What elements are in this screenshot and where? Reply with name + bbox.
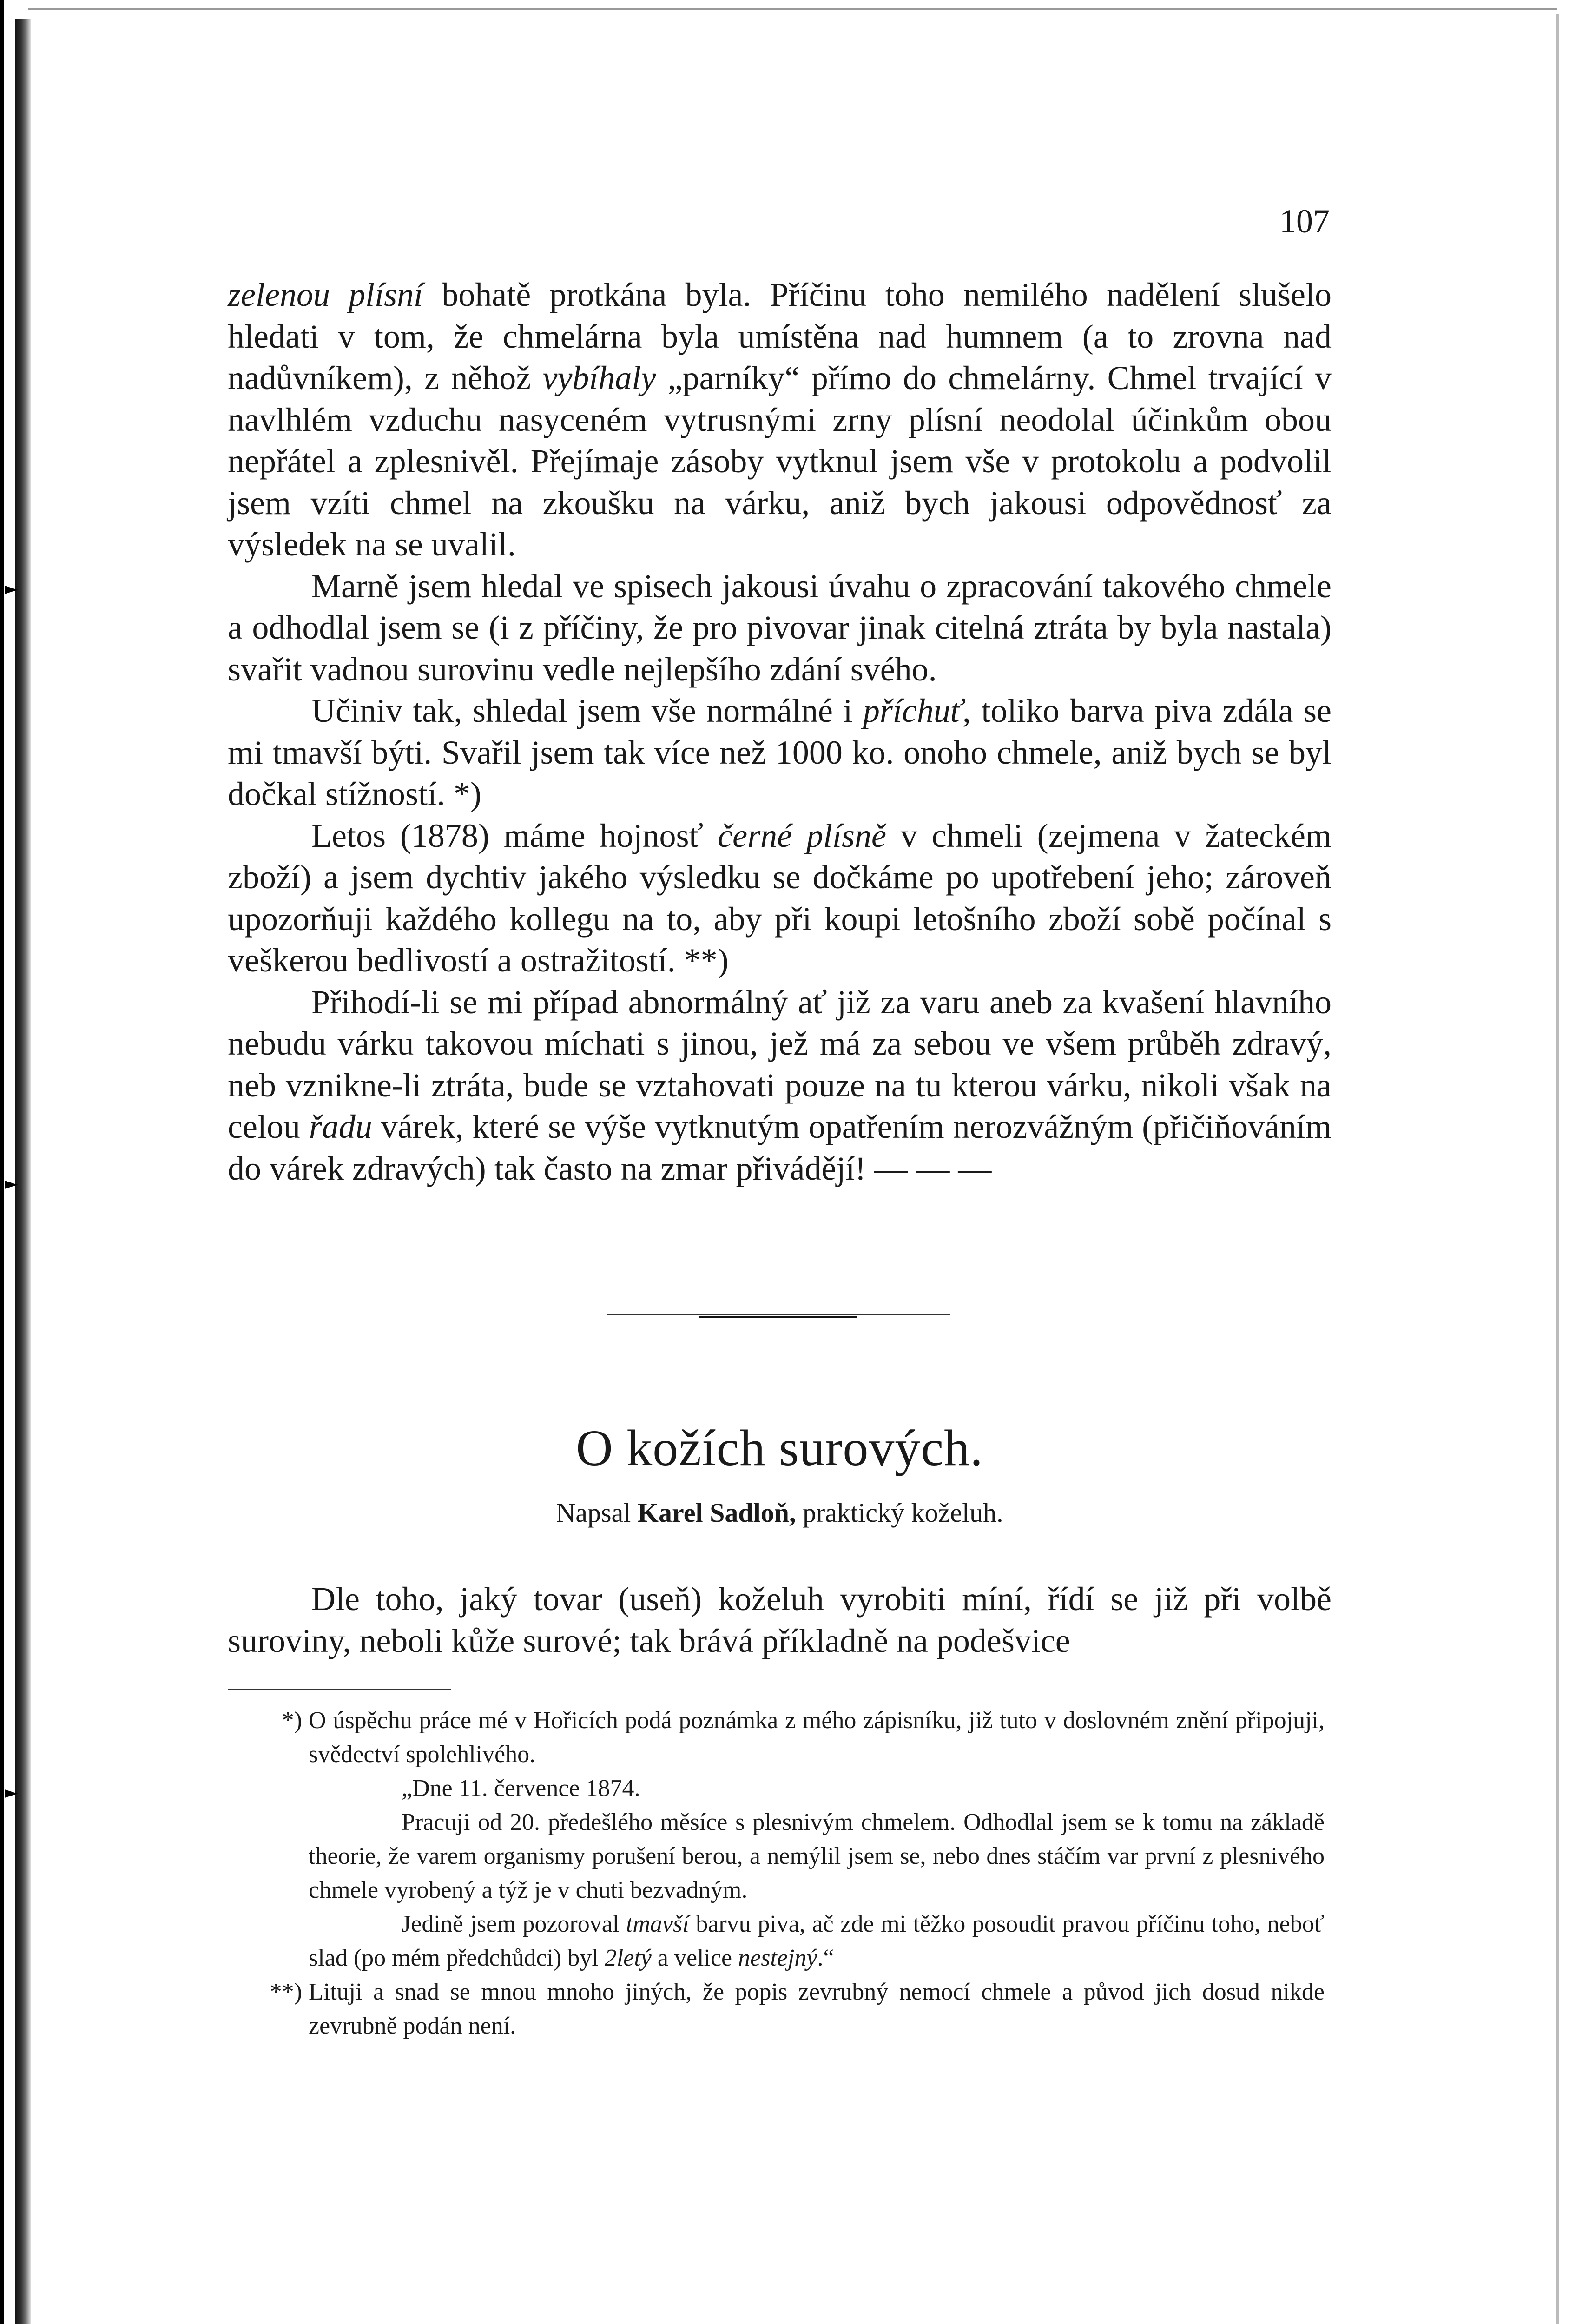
paragraph: Marně jsem hledal ve spisech jakousi úvahu o zpracování takového chmele a odhodlal jsem se (i z příčiny, že pro pivovar jinak citelná ztráta by byla nastala) svařit vadnou surovinu vedle nejlepšího zdání svého. [228, 567, 1332, 688]
page-edge-right [1556, 14, 1559, 2324]
section-divider [607, 1311, 950, 1320]
italic-text: 2letý [604, 1945, 652, 1971]
italic-text: řadu [309, 1108, 372, 1145]
footnote-line: Lituji a snad se mnou mnoho jiných, že popis zevrubný nemocí chmele a původ jich dosud nikde zevrubně podán není. [309, 1979, 1325, 2039]
footnote [270, 1975, 1325, 2043]
text-run: Přihodí-li se mi případ abnormálný ať již za varu aneb za kvašení hlavního nebudu várku takovou míchati s jinou, jež má za sebou ve všem průběh zdravý, neb vznikne-li ztráta, bude se vztahovati pouze na tu kterou várku, nikoli však na celou [228, 983, 1332, 1145]
footnote [282, 1703, 1325, 1975]
footnote-body [309, 1975, 1325, 2043]
divider-line-bold [699, 1316, 857, 1318]
paragraph [228, 690, 1332, 815]
text-run: , toliko barva piva zdála se mi tmavší býti. Svařil jsem tak více než 1000 ko. onoho chmele, aniž bych se byl dočkal stížností. *) [228, 692, 1332, 812]
italic-text: zelenou plísní [228, 276, 423, 313]
byline-author: Karel Sadloň, [637, 1498, 796, 1528]
footnote-body [309, 1703, 1325, 1975]
main-text [228, 274, 1332, 1189]
footnote-line: Pracuji od 20. předešlého měsíce s plesnivým chmelem. Odhodlal jsem se k tomu na základě theorie, že varem organismy porušení berou, a nemýlil jsem se, nebo dnes stáčím var první z plesnivého chmele vyrobený a týž je v chuti bezvadným. [309, 1809, 1325, 1903]
footnote-rule [228, 1689, 451, 1690]
book-spine-edge [15, 19, 31, 2324]
text-run: bohatě protkána byla. Příčinu toho nemilého nadělení slušelo hledati v tom, že chmelárna byla umístěna nad humnem (a to zrovna nad nadůvníkem), z něhož [228, 276, 1332, 396]
text-run: Učiniv tak, shledal jsem vše normálné i [311, 692, 863, 729]
text-run: Jedině jsem pozoroval [402, 1911, 626, 1937]
italic-text: nestejný [738, 1945, 817, 1971]
text-run: várek, které se výše vytknutým opatřením nerozvážným (přičiňováním do várek zdravých) tak často na zmar přivádějí! — — — [228, 1108, 1332, 1187]
byline [228, 1497, 1332, 1529]
page-edge-shadow [0, 0, 4, 2324]
footnotes [260, 1703, 1325, 2043]
italic-text: tmavší [626, 1911, 689, 1937]
text-run: barvu piva, ač zde mi těžko posoudit pravou příčinu toho, neboť slad (po mém předchůdci) byl [309, 1911, 1325, 1971]
footnote-line: „Dne 11. července 1874. [402, 1775, 640, 1802]
page-number: 107 [1279, 203, 1330, 240]
italic-text: příchuť [863, 692, 963, 729]
paragraph [228, 982, 1332, 1190]
text-run: v chmeli (zejmena v žateckém zboží) a jsem dychtiv jakého výsledku se dočkáme po upotřebení jeho; zároveň upozorňuji každého kollegu na to, aby při koupi letošního zboží sobě počínal s veškerou bedlivostí a ostražitostí. **) [228, 817, 1332, 979]
divider-line [607, 1314, 950, 1315]
text-run: Letos (1878) máme hojnosť [311, 817, 718, 854]
byline-suffix: praktický koželuh. [796, 1498, 1003, 1528]
paragraph: Dle toho, jaký tovar (useň) koželuh vyrobiti míní, řídí se již při volbě suroviny, neboli kůže surové; tak brává příkladně na podešvice [228, 1580, 1332, 1659]
italic-text: vybíhaly [542, 359, 656, 396]
text-run: a velice [651, 1945, 738, 1971]
byline-prefix: Napsal [556, 1498, 638, 1528]
section-title: O kožích surových. [576, 1419, 983, 1476]
page-edge-top [28, 8, 1557, 10]
section-intro [228, 1578, 1332, 1662]
footnote-mark: **) [270, 1979, 302, 2005]
footnote-line [309, 1907, 1325, 1975]
italic-text: černé plísně [718, 817, 886, 854]
paragraph [228, 274, 1332, 566]
footnote-line: O úspěchu práce mé v Hořicích podá poznámka z mého zápisníku, již tuto v doslovném znění připojuji, svědectví spolehlivého. [309, 1707, 1325, 1768]
paragraph [228, 815, 1332, 982]
text-run: .“ [817, 1945, 834, 1971]
footnote-mark: *) [282, 1707, 302, 1734]
text-run: „parníky“ přímo do chmelárny. Chmel trvající v navlhlém vzduchu nasyceném vytrusnými zrny plísní neodolal účinkům obou nepřátel a zplesnivěl. Přejímaje zásoby vytknul jsem vše v protokolu a podvolil jsem vzíti chmel na zkoušku na várku, aniž bych jakousi odpovědnosť za výsledek na se uvalil. [228, 359, 1332, 563]
